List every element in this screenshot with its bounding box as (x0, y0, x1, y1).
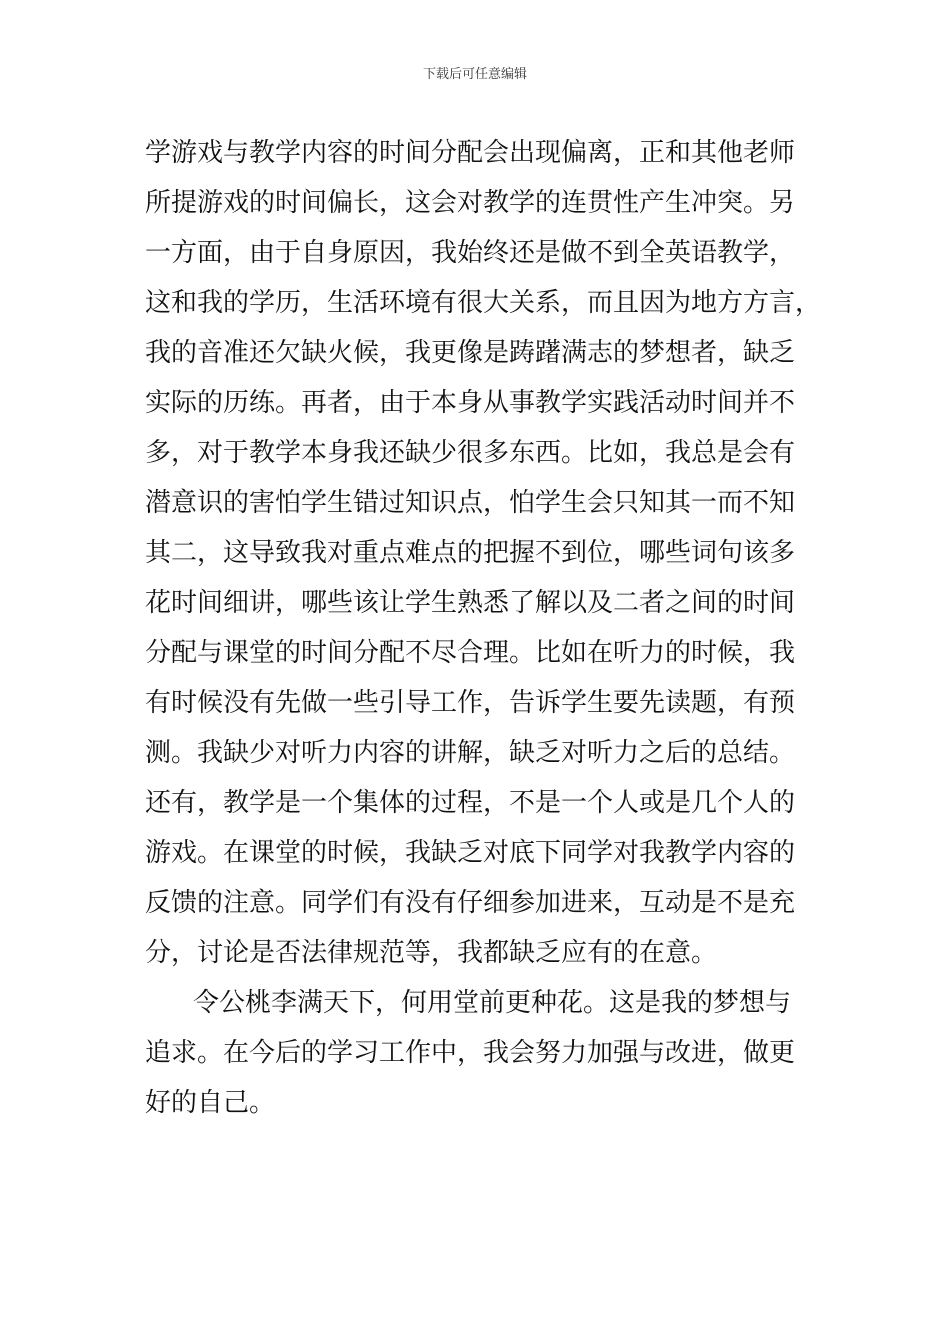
paragraph-line: 好的自己。 (145, 1088, 276, 1118)
paragraph-line: 学游戏与教学内容的时间分配会出现偏离，正和其他老师 (145, 138, 796, 168)
paragraph-line: 游戏。在课堂的时候，我缺乏对底下同学对我教学内容的 (145, 838, 796, 868)
page-header: 下载后可任意编辑 (422, 67, 527, 82)
paragraph-line: 一方面，由于自身原因，我始终还是做不到全英语教学， (145, 238, 796, 268)
paragraph-line: 令公桃李满天下，何用堂前更种花。这是我的梦想与 (193, 988, 792, 1018)
paragraph-line: 其二，这导致我对重点难点的把握不到位，哪些词句该多 (145, 538, 796, 568)
paragraph-line: 有时候没有先做一些引导工作，告诉学生要先读题，有预 (145, 688, 796, 718)
paragraph-line: 这和我的学历，生活环境有很大关系，而且因为地方方言， (145, 288, 822, 318)
paragraph-line: 追求。在今后的学习工作中，我会努力加强与改进，做更 (145, 1038, 796, 1068)
paragraph-line: 分，讨论是否法律规范等，我都缺乏应有的在意。 (145, 938, 718, 968)
paragraph-line: 花时间细讲，哪些该让学生熟悉了解以及二者之间的时间 (145, 588, 796, 618)
paragraph-line: 实际的历练。再者，由于本身从事教学实践活动时间并不 (145, 388, 796, 418)
document-body (145, 128, 822, 1128)
paragraph-line: 潜意识的害怕学生错过知识点，怕学生会只知其一而不知 (145, 488, 796, 518)
paragraph-line: 测。我缺少对听力内容的讲解，缺乏对听力之后的总结。 (145, 738, 796, 768)
paragraph-line: 我的音准还欠缺火候，我更像是踌躇满志的梦想者，缺乏 (145, 338, 796, 368)
paragraph-line: 分配与课堂的时间分配不尽合理。比如在听力的时候，我 (145, 638, 796, 668)
paragraph-line: 反馈的注意。同学们有没有仔细参加进来，互动是不是充 (145, 888, 796, 918)
paragraph-line: 多，对于教学本身我还缺少很多东西。比如，我总是会有 (145, 438, 796, 468)
paragraph-line: 所提游戏的时间偏长，这会对教学的连贯性产生冲突。另 (145, 188, 796, 218)
paragraph-line: 还有，教学是一个集体的过程，不是一个人或是几个人的 (145, 788, 796, 818)
